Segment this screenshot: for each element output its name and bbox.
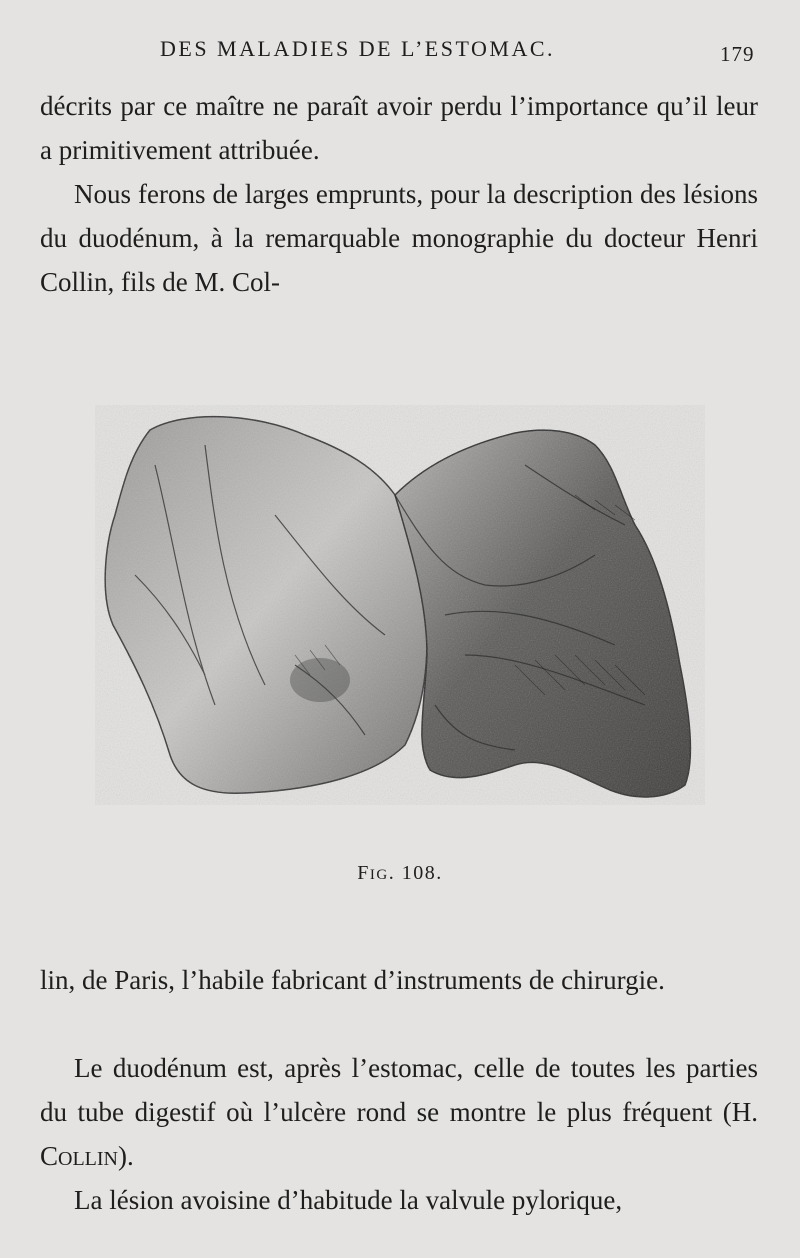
figure-caption <box>0 862 800 885</box>
paragraph-2: Nous ferons de larges emprunts, pour la description des lésions du duodénum, à la remarquable monographie du docteur Henri Collin, fils de M. Col- <box>40 179 758 297</box>
paragraph-1: décrits par ce maître ne paraît avoir perdu l’importance qu’il leur a primitivement attribuée. <box>40 91 758 165</box>
caption-fig-rest: IG <box>369 867 389 883</box>
author-name-smallcaps: OLLIN <box>58 1148 118 1170</box>
running-title: DES MALADIES DE L’ESTOMAC. <box>160 36 556 61</box>
engraving-dark-spot <box>290 658 350 702</box>
duodenum-illustration <box>95 405 705 805</box>
paragraph-4-end: ). <box>118 1141 134 1171</box>
running-head <box>0 36 800 72</box>
paragraph-5: La lésion avoisine d’habitude la valvule pylorique, <box>74 1185 623 1215</box>
caption-fig-first: F <box>357 862 370 884</box>
paragraph-4 <box>40 1046 758 1181</box>
paragraph-3: lin, de Paris, l’habile fabricant d’instruments de chirurgie. <box>40 965 665 995</box>
paragraph-4-text: Le duodénum est, après l’estomac, celle de toutes les parties du tube digestif où l’ulcère rond se montre le plus fréquent (H. <box>40 1053 758 1127</box>
page-number: 179 <box>720 42 755 66</box>
author-name-initial: C <box>40 1141 59 1171</box>
figure-duodenum-engraving <box>95 405 705 805</box>
caption-number: . 108. <box>388 862 443 884</box>
